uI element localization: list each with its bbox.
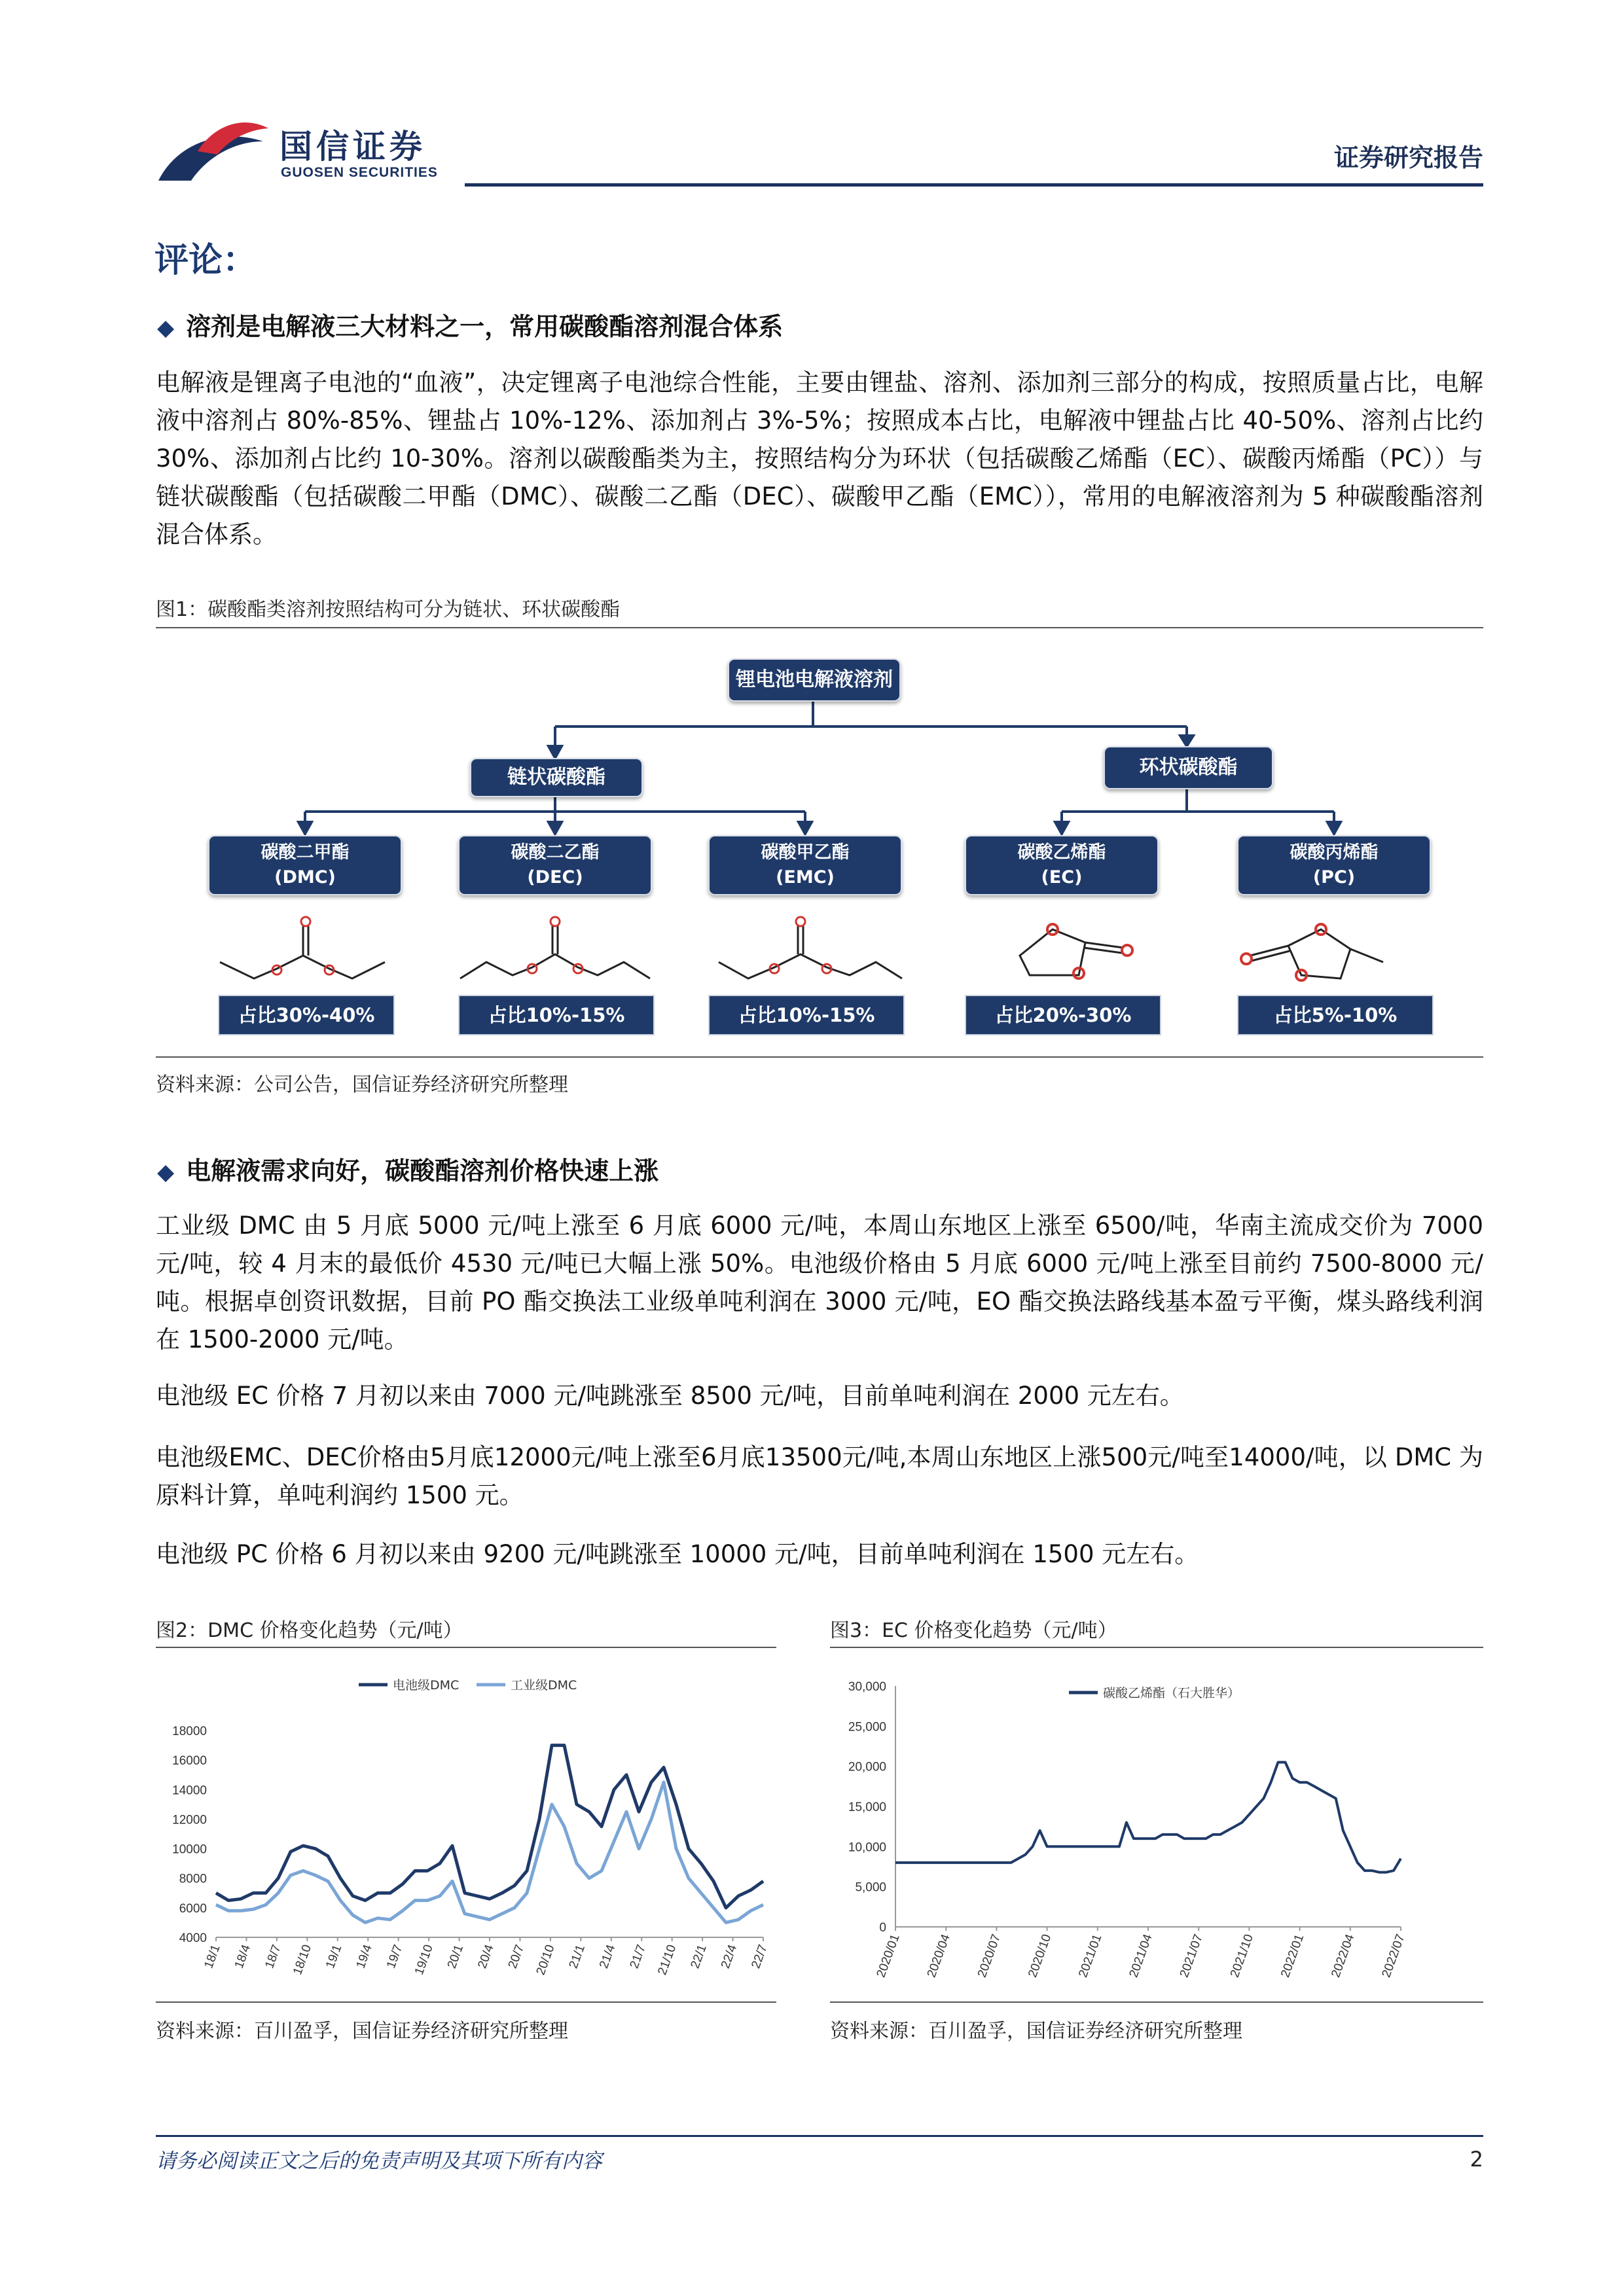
root-node: 锂电池电解液溶剂 [728,658,901,702]
series-line-2 [216,1782,763,1922]
dmc-molecule-icon [220,917,385,978]
x-tick-label: 2020/04 [924,1932,953,1980]
dmc-node [208,835,402,895]
chain-node: 链状碳酸酯 [470,758,643,797]
x-tick-label: 19/10 [412,1943,436,1977]
dmc-abbr: (DMC) [274,867,336,888]
figure-1-source: 资料来源：公司公告，国信证券经济研究所整理 [156,1073,568,1096]
emc-molecule-icon [719,917,902,978]
emc-share: 占比10%-15% [708,995,905,1035]
x-tick-label: 18/1 [202,1943,223,1971]
header-rule [465,183,1483,187]
x-tick-label: 2022/04 [1329,1932,1358,1980]
x-tick-label: 19/4 [353,1943,375,1971]
figure-2-caption: 图2：DMC 价格变化趋势（元/吨） [156,1619,463,1642]
x-tick-label: 2021/10 [1227,1932,1257,1980]
y-tick-label: 4000 [179,1931,207,1945]
y-tick-label: 25,000 [848,1720,886,1734]
section-2-paragraph-4: 电池级 PC 价格 6 月初以来由 9200 元/吨跳涨至 10000 元/吨，目前单吨利润在 1500 元左右。 [156,1540,1199,1568]
pc-name: 碳酸丙烯酯 [1290,842,1379,863]
y-tick-label: 20,000 [848,1760,886,1774]
figure-3-bottom-rule [830,2001,1483,2003]
x-tick-label: 2020/01 [874,1932,903,1980]
y-tick-label: 8000 [179,1872,207,1886]
diamond-bullet-icon: ◆ [157,315,175,341]
report-type: 证券研究报告 [1333,143,1483,172]
emc-name: 碳酸甲乙酯 [761,842,850,863]
x-tick-label: 21/4 [597,1943,619,1971]
ring-node: 环状碳酸酯 [1104,746,1273,789]
y-tick-label: 18000 [172,1725,207,1738]
figure-1-top-rule [156,627,1483,628]
dmc-price-chart [156,1652,776,1999]
series-line-1 [216,1746,763,1908]
logo-text-en: GUOSEN SECURITIES [281,165,438,180]
x-tick-label: 2020/07 [975,1932,1004,1980]
y-tick-label: 16000 [172,1754,207,1768]
page-number: 2 [1470,2147,1483,2172]
emc-abbr: (EMC) [776,867,835,888]
legend-label: 电池级DMC [393,1678,460,1693]
x-tick-label: 22/1 [688,1943,710,1971]
section-1-paragraph: 电解液是锂离子电池的“血液”，决定锂离子电池综合性能，主要由锂盐、溶剂、添加剂三部分的构成，按照质量占比，电解液中溶剂占 80%-85%、锂盐占 10%-12%、添加剂占 3%-5%；按照成本占比，电解液中锂盐占比 40-50%、溶剂占比约 30%、添加剂占比约 10-30%。溶剂以碳酸酯类为主，按照结构分为环状（包括碳酸乙烯酯（EC）、碳酸丙烯酯（PC））与链状碳酸酯（包括碳酸二甲酯（DMC）、碳酸二乙酯（DEC）、碳酸甲乙酯（EMC）），常用的电解液溶剂为 5 种碳酸酯溶剂混合体系。 [156,368,1483,548]
emc-node [708,835,902,895]
y-tick-label: 30,000 [848,1680,886,1694]
y-tick-label: 10,000 [848,1840,886,1855]
y-tick-label: 12000 [172,1813,207,1827]
x-tick-label: 20/1 [444,1943,467,1971]
diamond-bullet-icon: ◆ [157,1159,175,1185]
figure-2-source: 资料来源：百川盈孚，国信证券经济研究所整理 [156,2020,568,2043]
x-tick-label: 20/4 [475,1943,497,1971]
x-tick-label: 22/4 [718,1943,740,1971]
dmc-name: 碳酸二甲酯 [261,842,350,863]
x-tick-label: 18/7 [262,1943,284,1971]
footer-disclaimer: 请务必阅读正文之后的免责声明及其项下所有内容 [156,2149,602,2173]
x-tick-label: 2021/04 [1127,1932,1155,1980]
pc-molecule-icon [1241,924,1383,980]
solvent-flowchart [156,648,1483,1054]
legend-label: 碳酸乙烯酯（石大胜华） [1103,1686,1240,1700]
x-tick-label: 21/10 [655,1943,679,1977]
y-tick-label: 0 [879,1921,886,1935]
x-tick-label: 19/7 [384,1943,406,1971]
dec-molecule-icon [460,917,650,978]
y-tick-label: 14000 [172,1784,207,1798]
dec-name: 碳酸二乙酯 [511,842,600,863]
pc-abbr: (PC) [1312,867,1356,888]
x-tick-label: 2021/07 [1177,1932,1206,1980]
pc-node [1237,835,1431,895]
pc-share: 占比5%-10% [1237,995,1434,1035]
section-2-heading-text: 电解液需求向好，碳酸酯溶剂价格快速上涨 [186,1157,659,1185]
section-2-paragraph-2: 电池级 EC 价格 7 月初以来由 7000 元/吨跳涨至 8500 元/吨，目前单吨利润在 2000 元左右。 [156,1382,1184,1410]
x-tick-label: 21/7 [627,1943,649,1971]
figure-3-caption: 图3：EC 价格变化趋势（元/吨） [830,1619,1117,1642]
x-tick-label: 19/1 [323,1943,345,1971]
logo-mark-icon [152,115,270,187]
x-tick-label: 18/10 [291,1943,315,1977]
legend-label: 工业级DMC [511,1678,577,1693]
ec-price-chart [830,1652,1483,1999]
x-tick-label: 2022/01 [1278,1932,1307,1980]
logo-text-cn: 国信证券 [280,128,426,166]
section-title: 评论： [154,241,257,280]
ec-name: 碳酸乙烯酯 [1017,842,1106,863]
x-tick-label: 20/7 [505,1943,528,1971]
section-2-paragraph-3: 电池级EMC、DEC价格由5月底12000元/吨上涨至6月底13500元/吨,本周山东地区上涨500元/吨至14000/吨，以 DMC 为原料计算，单吨利润约 1500 元。 [156,1443,1483,1509]
ec-abbr: (EC) [1041,867,1083,888]
section-2-heading [157,1151,659,1187]
figure-1-caption: 图1：碳酸酯类溶剂按照结构可分为链状、环状碳酸酯 [156,598,621,621]
x-tick-label: 2022/07 [1379,1932,1408,1980]
figure-1-bottom-rule [156,1056,1483,1058]
y-tick-label: 15,000 [848,1801,886,1814]
dec-node [458,835,652,895]
logo [152,115,453,187]
figure-2-bottom-rule [156,2001,776,2003]
ec-share: 占比20%-30% [965,995,1161,1035]
section-1-heading-text: 溶剂是电解液三大材料之一，常用碳酸酯溶剂混合体系 [186,312,784,341]
x-tick-label: 21/1 [566,1943,588,1971]
y-tick-label: 6000 [179,1901,207,1916]
figure-3-top-rule [830,1647,1483,1648]
x-tick-label: 2020/10 [1026,1932,1055,1980]
ec-molecule-icon [1020,924,1132,978]
x-tick-label: 2021/01 [1076,1932,1105,1980]
x-tick-label: 20/10 [533,1943,558,1977]
y-tick-label: 5,000 [855,1880,886,1895]
section-1-heading [157,306,783,342]
dmc-share: 占比30%-40% [218,995,395,1035]
dec-abbr: (DEC) [527,867,583,888]
footer-rule [156,2135,1483,2137]
ec-node [965,835,1159,895]
dec-share: 占比10%-15% [458,995,655,1035]
series-line-1 [895,1763,1401,1873]
x-tick-label: 22/7 [749,1943,770,1971]
section-2-paragraph-1: 工业级 DMC 由 5 月底 5000 元/吨上涨至 6 月底 6000 元/吨，本周山东地区上涨至 6500/吨，华南主流成交价为 7000 元/吨，较 4 月末的最低价 4530 元/吨已大幅上涨 50%。电池级价格由 5 月底 6000 元/吨上涨至目前约 7500-8000 元/吨。根据卓创资讯数据，目前 PO 酯交换法工业级单吨利润在 3000 元/吨，EO 酯交换法路线基本盈亏平衡，煤头路线利润在 1500-2000 元/吨。 [156,1211,1483,1354]
x-tick-label: 18/4 [232,1943,254,1971]
y-tick-label: 10000 [172,1842,207,1857]
figure-3-source: 资料来源：百川盈孚，国信证券经济研究所整理 [830,2020,1242,2043]
figure-2-top-rule [156,1647,776,1648]
